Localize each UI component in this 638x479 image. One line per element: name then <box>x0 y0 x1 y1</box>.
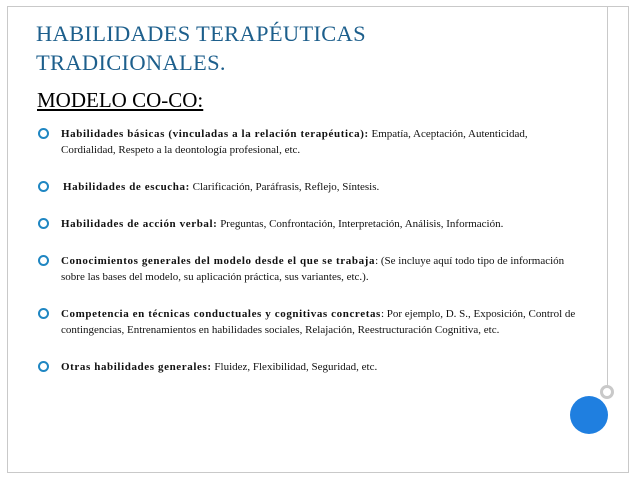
item-heading: Otras habilidades generales: <box>61 361 212 373</box>
item-heading: Habilidades básicas (vinculadas a la relación terapéutica): <box>61 128 369 140</box>
title-line-2: TRADICIONALES. <box>36 50 226 75</box>
hollow-circle-bullet-icon <box>38 128 49 139</box>
hollow-circle-bullet-icon <box>38 255 49 266</box>
list-item <box>37 306 577 338</box>
bullet-list <box>37 126 577 375</box>
hollow-circle-bullet-icon <box>38 218 49 229</box>
list-item <box>37 179 577 195</box>
list-item <box>37 359 577 375</box>
item-heading: Habilidades de acción verbal: <box>61 218 218 230</box>
title-line-1: HABILIDADES TERAPÉUTICAS <box>36 21 366 46</box>
item-text: : (Se incluye aquí todo tipo de información sobre las bases del modelo, su aplicación práctica, sus variantes, etc.). <box>61 255 565 283</box>
slide-subtitle: MODELO CO-CO: <box>37 88 204 112</box>
item-heading: Conocimientos generales del modelo desde el que se trabaja <box>61 255 376 267</box>
list-item <box>37 253 577 285</box>
slide-title <box>36 19 596 77</box>
hollow-circle-bullet-icon <box>38 361 49 372</box>
hollow-circle-bullet-icon <box>38 308 49 319</box>
item-text: Clarificación, Paráfrasis, Reflejo, Síntesis. <box>189 181 380 193</box>
item-text: Preguntas, Confrontación, Interpretación, Análisis, Información. <box>217 218 504 230</box>
list-item <box>37 216 577 232</box>
small-ring-decoration <box>600 385 614 399</box>
hollow-circle-bullet-icon <box>38 181 49 192</box>
blue-circle-decoration <box>570 396 608 434</box>
decorative-vertical-line <box>607 7 608 390</box>
item-heading: Competencia en técnicas conductuales y cognitivas concretas <box>61 308 381 320</box>
item-text: Empatía, Aceptación, Autenticidad, Cordialidad, Respeto a la deontología profesional, etc. <box>61 128 528 156</box>
list-item <box>37 126 577 158</box>
item-heading: Habilidades de escucha: <box>63 181 190 193</box>
item-text: : Por ejemplo, D. S., Exposición, Control de contingencias, Entrenamientos en habilidades sociales, Relajación, Reestructuración Cognitiva, etc. <box>61 308 576 336</box>
item-text: Fluidez, Flexibilidad, Seguridad, etc. <box>211 361 378 373</box>
